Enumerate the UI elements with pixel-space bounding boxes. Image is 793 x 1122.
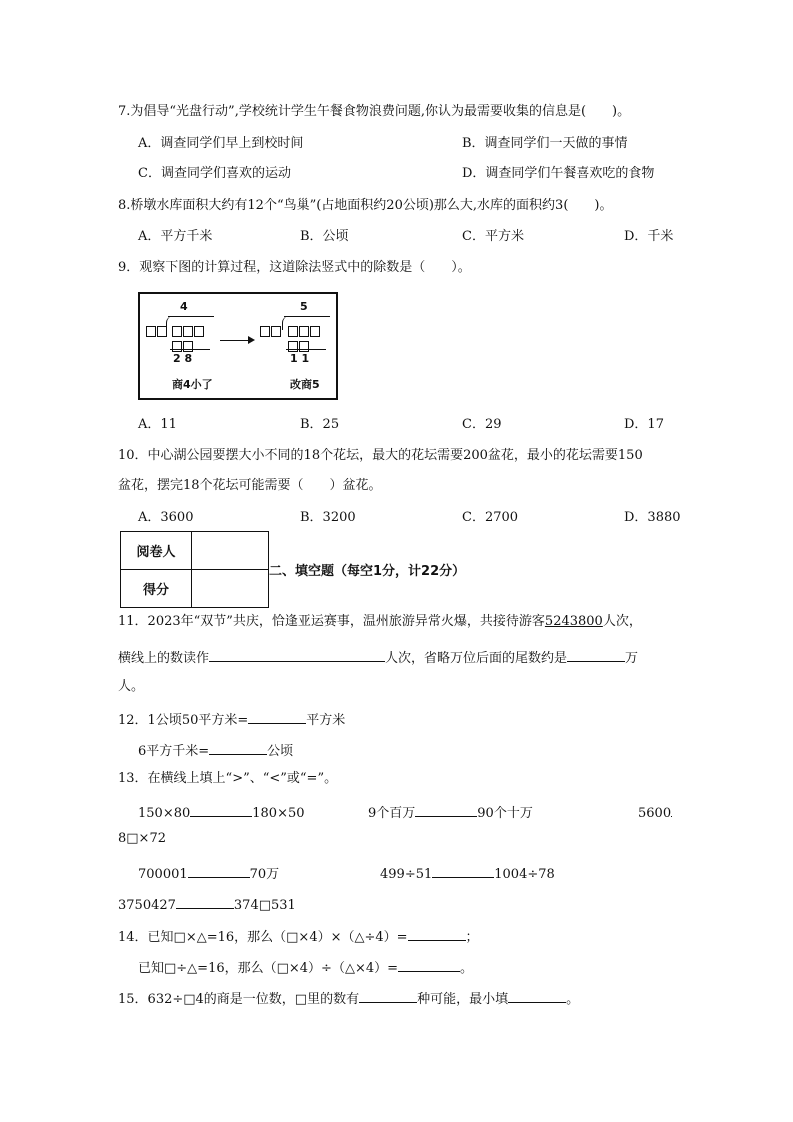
q13-r3-a: 700001 bbox=[138, 867, 188, 882]
q14-l2-blank[interactable] bbox=[398, 956, 460, 972]
fig-right-rule bbox=[286, 349, 326, 350]
q9-stem: 9．观察下图的计算过程，这道除法竖式中的除数是（ ）。 bbox=[118, 260, 471, 275]
q13-row3-right bbox=[380, 862, 555, 884]
q13-r4-blank[interactable] bbox=[176, 893, 234, 909]
q10-stem-line2: 盆花，摆完18个花坛可能需要（ ）盆花。 bbox=[118, 478, 382, 493]
q10-option-a: A．3600 bbox=[138, 510, 194, 525]
q11-text-b: 人次， bbox=[602, 614, 642, 629]
q14-l1-text: 14．已知□×△=16，那么（□×4）×（△÷4）= bbox=[118, 930, 408, 945]
q11-approx-blank[interactable] bbox=[567, 646, 625, 662]
q15-blank1[interactable] bbox=[359, 987, 417, 1003]
q10-option-b: B．3200 bbox=[300, 510, 356, 525]
q14-l2-end: 。 bbox=[460, 961, 474, 976]
q10-option-d: D．3880 bbox=[624, 510, 681, 525]
q15-text-a: 15．632÷□4的商是一位数，□里的数有 bbox=[118, 992, 360, 1007]
q8-option-c: C．平方米 bbox=[462, 229, 524, 244]
q11-read-blank[interactable] bbox=[209, 646, 385, 662]
q9-option-d: D．17 bbox=[624, 417, 664, 432]
q13-r1-e: 5600 bbox=[638, 806, 672, 821]
q13-row1-left bbox=[138, 801, 305, 823]
q11-number: 5243800 bbox=[544, 614, 603, 629]
q7-option-a: A．调查同学们早上到校时间 bbox=[138, 136, 304, 151]
q10-option-c: C．2700 bbox=[462, 510, 519, 525]
q13-r1-b: 180×50 bbox=[252, 806, 305, 821]
division-figure bbox=[138, 292, 338, 400]
q13-r1-blank1[interactable] bbox=[190, 801, 252, 817]
q12-a-text: 12．1公顷50平方米= bbox=[118, 713, 249, 728]
arrow-right-icon bbox=[248, 336, 255, 344]
q13-row2: 8□×72 bbox=[118, 831, 166, 846]
q11-approx-label: 人次，省略万位后面的尾数约是 bbox=[385, 651, 568, 666]
q13-row1-mid bbox=[368, 801, 533, 823]
fig-arrow-line bbox=[220, 340, 250, 341]
fig-right-divisor bbox=[260, 321, 282, 340]
q12-line2 bbox=[138, 739, 293, 761]
q13-r3-blank2[interactable] bbox=[432, 862, 494, 878]
reviewer-box bbox=[192, 532, 269, 570]
q13-r3-blank1[interactable] bbox=[188, 862, 250, 878]
q9-option-a: A．11 bbox=[138, 417, 177, 432]
grader-table bbox=[120, 531, 269, 608]
q9-option-b: B．25 bbox=[300, 417, 340, 432]
q13-r3-c: 499÷51 bbox=[380, 867, 433, 882]
q13-r4-b: 374□531 bbox=[233, 898, 296, 913]
fig-left-divisor bbox=[146, 321, 168, 340]
score-label: 得分 bbox=[121, 570, 192, 608]
q14-line1 bbox=[118, 925, 479, 947]
q14-l1-blank[interactable] bbox=[408, 925, 466, 941]
q7-stem: 7.为倡导“光盘行动”,学校统计学生午餐食物浪费问题,你认为最需要收集的信息是( )。 bbox=[118, 104, 631, 119]
q9-option-c: C．29 bbox=[462, 417, 502, 432]
q13-row1-right bbox=[638, 801, 672, 823]
q8-option-a: A．平方千米 bbox=[138, 229, 213, 244]
q11-line1 bbox=[118, 613, 642, 631]
section-title: 二、填空题（每空1分，计22分） bbox=[269, 564, 466, 579]
q11-line3: 人。 bbox=[118, 679, 145, 694]
q13-r3-b: 70万 bbox=[249, 867, 280, 882]
q11-unit: 万 bbox=[625, 651, 639, 666]
q11-line2 bbox=[118, 646, 638, 668]
q15-line bbox=[118, 987, 579, 1009]
q8-option-b: B．公顷 bbox=[300, 229, 349, 244]
q15-text-c: 。 bbox=[566, 992, 580, 1007]
q7-option-c: C．调查同学们喜欢的运动 bbox=[138, 166, 291, 181]
q13-r1-a: 150×80 bbox=[138, 806, 191, 821]
q14-l2-text: 已知□÷△=16，那么（□×4）÷（△×4）= bbox=[138, 961, 399, 976]
fig-left-quotient: 4 bbox=[180, 300, 188, 313]
fig-left-product: 2 8 bbox=[173, 352, 193, 365]
fig-left-rule bbox=[170, 349, 210, 350]
q10-stem-line1: 10．中心湖公园要摆大小不同的18个花坛，最大的花坛需要200盆花，最小的花坛需要150 bbox=[118, 448, 643, 463]
q14-l1-end: ； bbox=[465, 930, 479, 945]
q13-row3-left bbox=[138, 862, 279, 884]
q13-stem: 13．在横线上填上“>”、“<”或“=”。 bbox=[118, 771, 338, 786]
q13-r1-blank2[interactable] bbox=[415, 801, 477, 817]
q11-text-a: 11．2023年“双节”共庆，恰逢亚运赛事，温州旅游异常火爆，共接待游客 bbox=[118, 614, 545, 629]
fig-right-bracket-top bbox=[284, 316, 330, 317]
fig-right-caption: 改商5 bbox=[290, 378, 320, 391]
q13-r4-a: 3750427 bbox=[118, 898, 176, 913]
q13-row4 bbox=[118, 893, 296, 915]
q12-b-unit: 公顷 bbox=[267, 744, 294, 759]
q13-r1-blank3[interactable] bbox=[671, 801, 672, 817]
score-box bbox=[192, 570, 269, 608]
fig-left-bracket-top bbox=[168, 316, 214, 317]
q13-r3-d: 1004÷78 bbox=[494, 867, 555, 882]
q12-a-blank[interactable] bbox=[248, 708, 306, 724]
q15-text-b: 种可能，最小填 bbox=[417, 992, 509, 1007]
reviewer-label: 阅卷人 bbox=[121, 532, 192, 570]
q11-read-label: 横线上的数读作 bbox=[118, 651, 210, 666]
q7-option-b: B．调查同学们一天做的事情 bbox=[462, 136, 628, 151]
q7-option-d: D．调查同学们午餐喜欢吃的食物 bbox=[462, 166, 655, 181]
fig-right-quotient: 5 bbox=[300, 300, 308, 313]
fig-right-product: 1 1 bbox=[290, 352, 310, 365]
q14-line2 bbox=[138, 956, 473, 978]
q8-option-d: D．千米 bbox=[624, 229, 674, 244]
q12-line1 bbox=[118, 708, 345, 730]
q12-a-unit: 平方米 bbox=[306, 713, 346, 728]
fig-left-caption: 商4小了 bbox=[172, 378, 213, 391]
q12-b-text: 6平方千米= bbox=[138, 744, 210, 759]
q15-blank2[interactable] bbox=[508, 987, 566, 1003]
q13-r1-d: 90个十万 bbox=[477, 806, 533, 821]
q13-r1-c: 9个百万 bbox=[368, 806, 416, 821]
q8-stem: 8.桥墩水库面积大约有12个“鸟巢”(占地面积约20公顷)那么大,水库的面积约3( )。 bbox=[118, 198, 613, 213]
q12-b-blank[interactable] bbox=[209, 739, 267, 755]
